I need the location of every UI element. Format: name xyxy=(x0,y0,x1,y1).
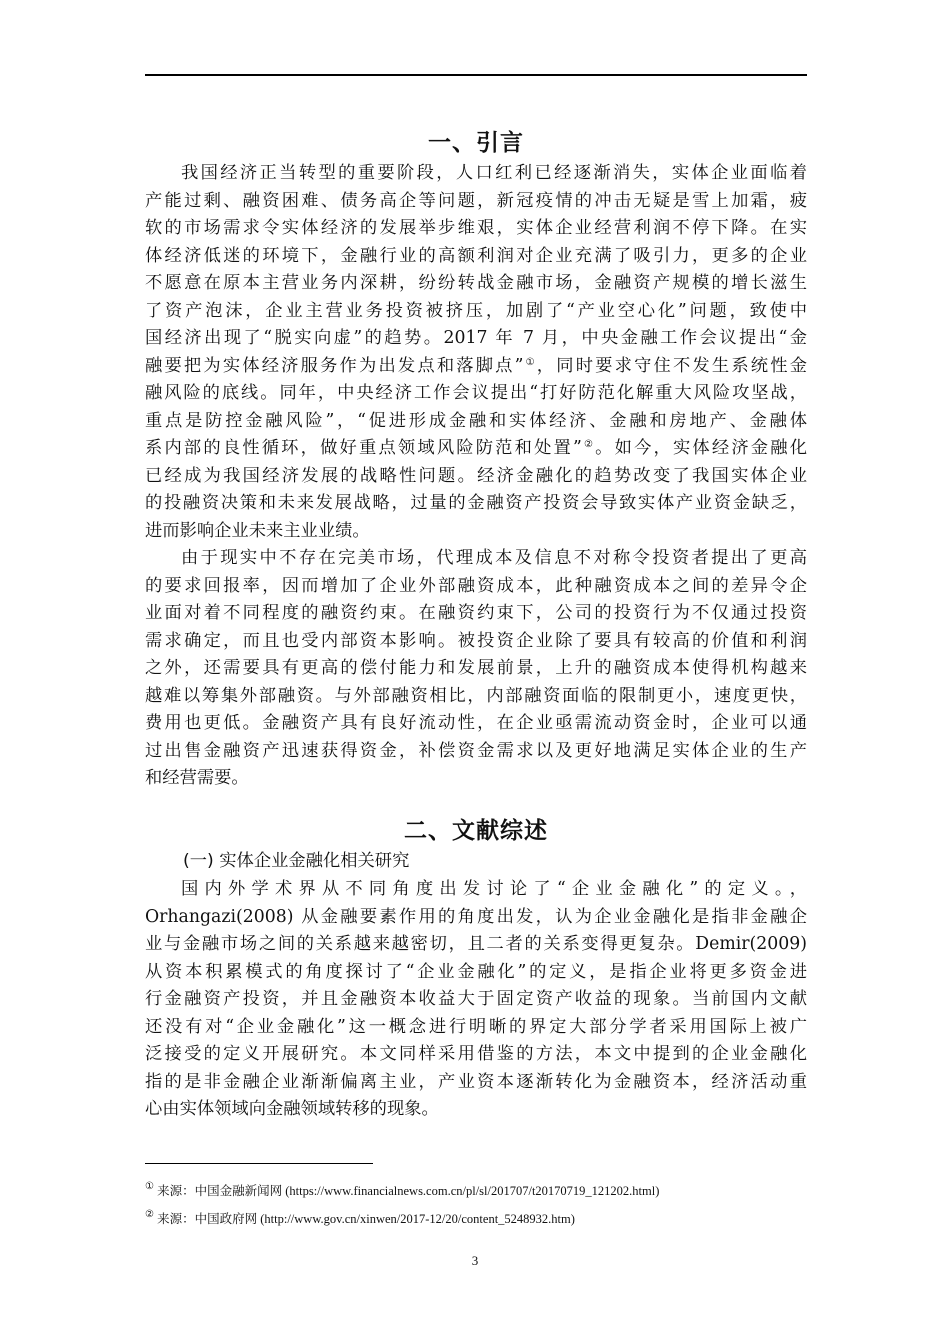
text-line: 融风险的底线。同年，中央经济工作会议提出“打好防范化解重大风险攻坚战， xyxy=(145,383,807,403)
text-line: 指的是非金融企业渐渐偏离主业，产业资本逐渐转化为金融资本，经济活动重 xyxy=(145,1071,807,1092)
text-line: 心由实体领域向金融领域转移的现象。 xyxy=(145,1099,439,1119)
page-number: 3 xyxy=(471,1253,479,1268)
footnote-2 xyxy=(145,1211,575,1227)
text-line: 从资本积累模式的角度探讨了“企业金融化”的定义，是指企业将更多资金进 xyxy=(145,961,807,982)
text-line: 重点是防控金融风险”，“促进形成金融和实体经济、金融和房地产、金融体 xyxy=(145,410,807,431)
footnote-1 xyxy=(145,1183,659,1199)
text-line: 了资产泡沫，企业主营业务投资被挤压，加剧了“产业空心化”问题，致使中 xyxy=(145,300,807,321)
footnote-ref-1[interactable]: ① xyxy=(523,356,537,368)
text-segment: ，同时要求守住不发生系统性金 xyxy=(536,355,807,376)
text-segment: 系内部的良性循环，做好重点领域风险防范和处置” xyxy=(145,438,582,458)
text-line: 由于现实中不存在完美市场，代理成本及信息不对称令投资者提出了更高 xyxy=(181,548,807,568)
text-line: 不愿意在原本主营业务内深耕，纷纷转战金融市场，金融资产规模的增长滋生 xyxy=(145,273,807,293)
text-line: 泛接受的定义开展研究。本文同样采用借鉴的方法，本文中提到的企业金融化 xyxy=(145,1044,807,1064)
text-line: 的要求回报率，因而增加了企业外部融资成本，此种融资成本之间的差异令企 xyxy=(145,575,807,596)
header-rule xyxy=(145,74,807,76)
footnote-source-label: 来源：中国金融新闻网 xyxy=(157,1183,283,1198)
text-segment: 融要把为实体经济服务作为出发点和落脚点” xyxy=(145,355,524,376)
text-line: 国内外学术界从不同角度出发讨论了“企业金融化”的定义。， xyxy=(181,879,807,899)
section-1-title: 一、引言 xyxy=(428,130,524,156)
section-2-title: 二、文献综述 xyxy=(404,818,548,844)
text-line: 过出售金融资产迅速获得资金，补偿资金需求以及更好地满足实体企业的生产 xyxy=(145,740,807,761)
text-line: 国经济出现了“脱实向虚”的趋势。2017 年 7 月，中央金融工作会议提出“金 xyxy=(145,328,807,348)
footnote-mark: ① xyxy=(145,1181,154,1192)
literature-paragraph xyxy=(145,876,807,1124)
text-line xyxy=(145,435,807,463)
text-line: 之外，还需要具有更高的偿付能力和发展前景，上升的融资成本使得机构越来 xyxy=(145,658,807,678)
footnote-ref-2[interactable]: ② xyxy=(581,439,596,450)
text-line: 已经成为我国经济发展的战略性问题。经济金融化的趋势改变了我国实体企业 xyxy=(145,465,807,486)
text-line: 费用也更低。金融资产具有良好流动性，在企业亟需流动资金时，企业可以通 xyxy=(145,713,807,733)
text-line xyxy=(145,353,807,381)
text-line: 软的市场需求令实体经济的发展举步维艰，实体企业经营利润不停下降。在实 xyxy=(145,218,807,238)
text-line: 和经营需要。 xyxy=(145,768,249,788)
text-line: Orhangazi(2008) 从金融要素作用的角度出发，认为企业金融化是指非金融企 xyxy=(145,906,807,927)
text-line: 业面对着不同程度的融资约束。在融资约束下，公司的投资行为不仅通过投资 xyxy=(145,603,807,623)
intro-paragraph-1 xyxy=(145,160,807,545)
text-line: 我国经济正当转型的重要阶段，人口红利已经逐渐消失，实体企业面临着 xyxy=(181,163,807,183)
subsection-title: (一) 实体企业金融化相关研究 xyxy=(183,851,410,871)
text-line: 体经济低迷的环境下，金融行业的高额利润对企业充满了吸引力，更多的企业 xyxy=(145,245,807,266)
footnote-url[interactable]: (http://www.gov.cn/xinwen/2017-12/20/content_5248932.htm) xyxy=(260,1212,575,1226)
text-line: 需求确定，而且也受内部资本影响。被投资企业除了要具有较高的价值和利润 xyxy=(145,630,807,651)
footnote-rule xyxy=(145,1163,373,1164)
text-line: 还没有对“企业金融化”这一概念进行明晰的界定大部分学者采用国际上被广 xyxy=(145,1016,807,1037)
text-line: 行金融资产投资，并且金融资本收益大于固定资产收益的现象。当前国内文献 xyxy=(145,989,807,1009)
text-line: 越难以筹集外部融资。与外部融资相比，内部融资面临的限制更小，速度更快， xyxy=(145,685,807,706)
text-line: 产能过剩、融资困难、债务高企等问题，新冠疫情的冲击无疑是雪上加霜，疲 xyxy=(145,190,807,211)
text-segment: 。如今，实体经济金融化 xyxy=(595,438,807,458)
footnote-mark: ② xyxy=(145,1209,154,1220)
intro-paragraph-2 xyxy=(145,545,807,793)
text-line: 业与金融市场之间的关系越来越密切，且二者的关系变得更复杂。Demir(2009) xyxy=(145,934,807,954)
text-line: 的投融资决策和未来发展战略，过量的金融资产投资会导致实体产业资金缺乏， xyxy=(145,493,807,513)
text-line: 进而影响企业未来主业业绩。 xyxy=(145,520,370,541)
footnote-url[interactable]: (https://www.financialnews.com.cn/pl/sl/201707/t20170719_121202.html) xyxy=(285,1184,660,1198)
footnote-source-label: 来源：中国政府网 xyxy=(157,1211,258,1226)
